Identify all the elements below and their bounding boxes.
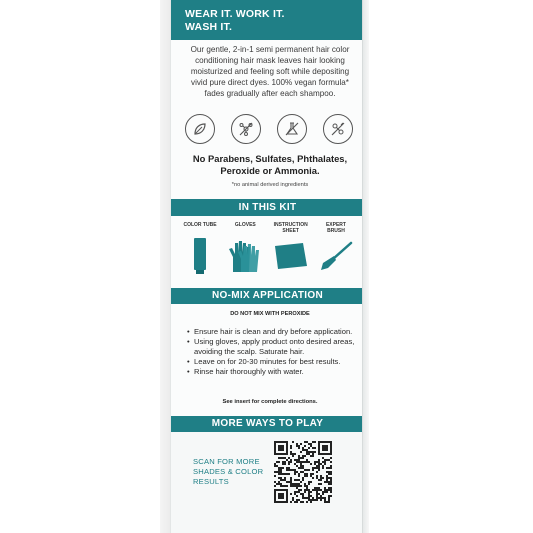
- free-from-claims: [185, 153, 355, 176]
- kit-section-header: IN THIS KIT: [171, 199, 363, 216]
- kit-items: [179, 222, 357, 274]
- list-item: • Leave on for 20-30 minutes for best results.: [187, 357, 355, 367]
- kit-item-label: GLOVES: [234, 222, 256, 228]
- tagline-line-1: WEAR IT. WORK IT.: [185, 8, 285, 20]
- list-item: • Using gloves, apply product onto desired areas, avoiding the scalp. Saturate hair.: [187, 337, 355, 356]
- qr-code[interactable]: [274, 441, 332, 503]
- molecule-icon: [231, 114, 261, 144]
- kit-item-gloves: [224, 222, 266, 274]
- peroxide-warning: DO NOT MIX WITH PEROXIDE: [230, 311, 310, 317]
- application-steps: [187, 327, 355, 378]
- kit-item-expert-brush: [315, 222, 357, 274]
- flask-icon: [277, 114, 307, 144]
- kit-item-label: EXPERT: [325, 222, 346, 228]
- brush-icon: [316, 238, 356, 274]
- product-box-panel: [170, 0, 363, 533]
- kit-item-instruction-sheet: [270, 222, 312, 274]
- application-section-header: NO-MIX APPLICATION: [171, 288, 363, 304]
- kit-item-color-tube: [179, 222, 221, 274]
- box-right-edge: [363, 0, 369, 533]
- claims-line-2: Peroxide or Ammonia.: [220, 164, 320, 176]
- beaker-icon: [323, 114, 353, 144]
- product-description: Our gentle, 2-in-1 semi permanent hair color conditioning hair mask leaves hair looking moisturized and feeling soft while depositing vivid pure direct dyes. 100% vegan formula* fades gradually after each shampoo.: [190, 45, 350, 98]
- list-item: • Rinse hair thoroughly with water.: [187, 367, 355, 377]
- gloves-icon: [225, 238, 265, 274]
- sheet-icon: [271, 238, 311, 274]
- tube-icon: [180, 238, 220, 274]
- play-section-header: MORE WAYS TO PLAY: [171, 416, 363, 432]
- kit-item-label: COLOR TUBE: [183, 222, 217, 228]
- tagline-line-2: WASH IT.: [185, 21, 233, 33]
- certification-badges: [185, 114, 353, 150]
- scan-prompt: [193, 457, 268, 487]
- kit-item-label: SHEET: [282, 228, 299, 234]
- kit-item-label: BRUSH: [327, 228, 345, 234]
- vegan-footnote: *no animal derived ingredients: [231, 182, 309, 188]
- insert-note: See insert for complete directions.: [222, 399, 318, 405]
- leaf-icon: [185, 114, 215, 144]
- claims-line-1: No Parabens, Sulfates, Phthalates,: [192, 153, 348, 164]
- list-item: • Ensure hair is clean and dry before application.: [187, 327, 355, 337]
- scan-line-1: SCAN FOR MORE: [193, 457, 260, 466]
- tagline-banner: [171, 0, 363, 40]
- scan-line-2: SHADES & COLOR: [193, 467, 264, 476]
- scan-line-3: RESULTS: [193, 477, 229, 486]
- kit-item-label: INSTRUCTION: [273, 222, 308, 228]
- box-side-shadow: [160, 0, 170, 533]
